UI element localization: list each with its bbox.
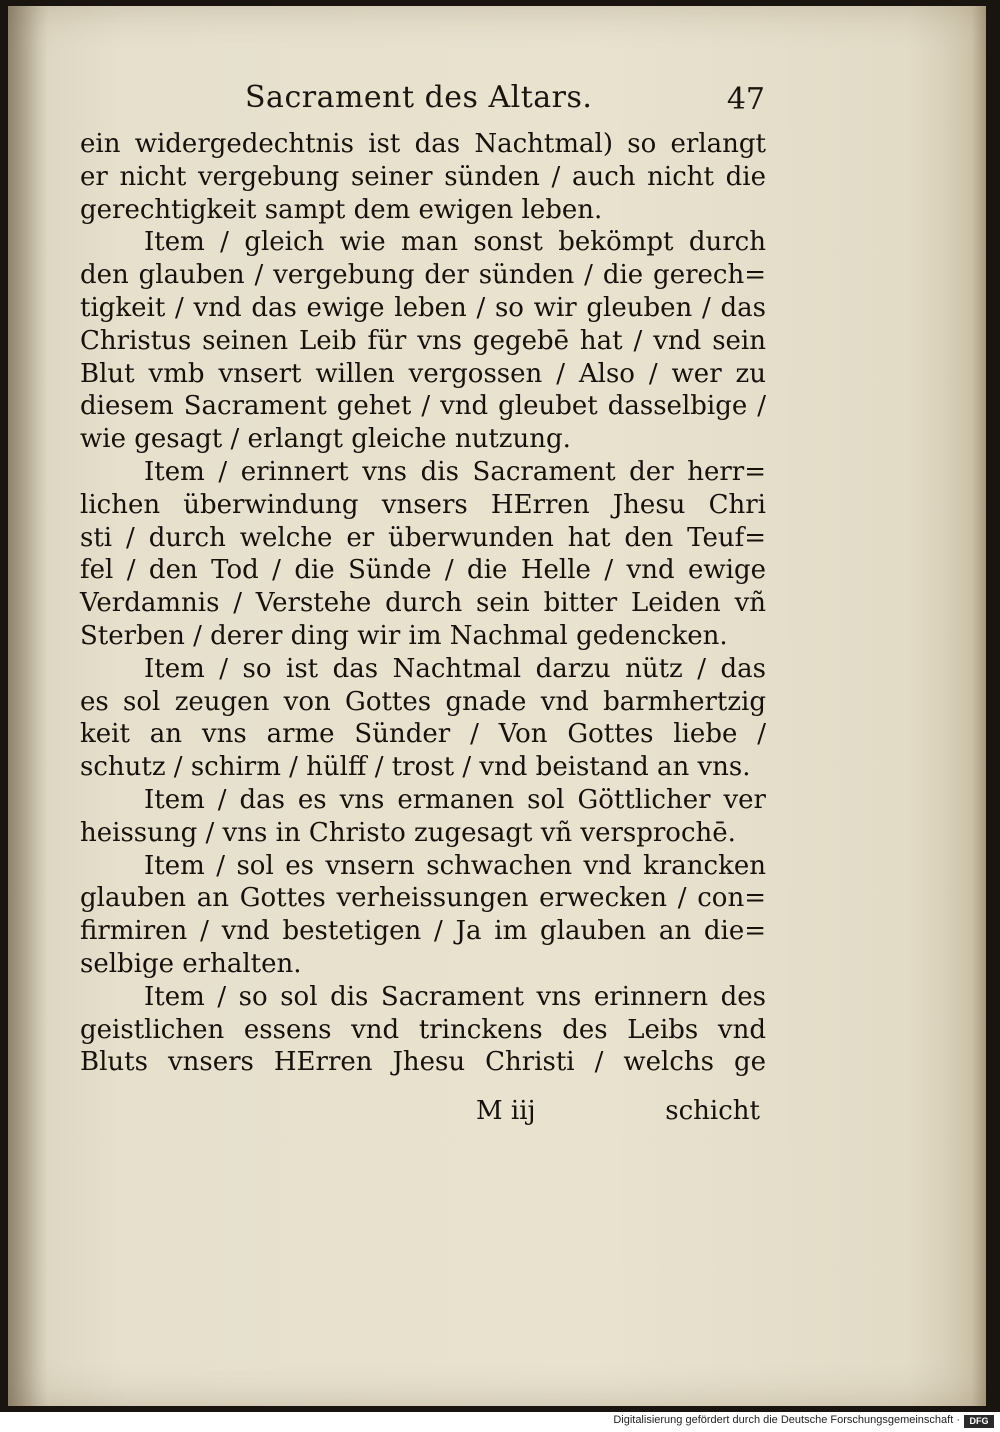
text-line: es sol zeugen von Gottes gnade vnd barmhertzig	[80, 686, 766, 717]
text-line: Item / gleich wie man sonst bekömpt durch	[144, 227, 766, 258]
text-line: lichen überwindung vnsers HErren Jhesu Chri	[80, 489, 766, 520]
text-line: sti / durch welche er überwunden hat den Teuf=	[80, 522, 766, 553]
text-line: diesem Sacrament gehet / vnd gleubet dasselbige /	[80, 391, 766, 422]
spine-shadow	[8, 6, 48, 1406]
text-line: gerechtigkeit sampt dem ewigen leben.	[80, 194, 603, 225]
body-text	[80, 128, 766, 1079]
text-line: Item / das es vns ermanen sol Göttlicher ver	[144, 784, 766, 815]
text-line: Item / erinnert vns dis Sacrament der herr=	[144, 456, 766, 487]
text-line: Blut vmb vnsert willen vergossen / Also / wer zu	[80, 358, 766, 389]
text-line: tigkeit / vnd das ewige leben / so wir gleuben / das	[80, 292, 766, 323]
text-line: firmiren / vnd bestetigen / Ja im glauben an die=	[80, 916, 766, 947]
text-line: er nicht vergebung seiner sünden / auch nicht die	[80, 161, 766, 192]
running-title: Sacrament des Altars.	[245, 80, 593, 115]
text-line: Bluts vnsers HErren Jhesu Christi / welchs ge	[80, 1047, 766, 1078]
text-line: selbige erhalten.	[80, 948, 302, 979]
text-line: keit an vns arme Sünder / Von Gottes liebe /	[80, 719, 766, 750]
text-line: Item / sol es vnsern schwachen vnd krancken	[144, 850, 766, 881]
text-line: glauben an Gottes verheissungen erwecken / con=	[80, 883, 766, 914]
text-line: heissung / vns in Christo zugesagt vñ versprochē.	[80, 817, 736, 848]
text-line: Item / so ist das Nachtmal darzu nütz / das	[144, 653, 766, 684]
page-number: 47	[726, 82, 765, 117]
text-line: ein widergedechtnis ist das Nachtmal) so erlangt	[80, 129, 766, 159]
text-line: Sterben / derer ding wir im Nachmal gedencken.	[80, 620, 728, 651]
catchword: schicht	[665, 1096, 760, 1126]
text-line: fel / den Tod / die Sünde / die Helle / vnd ewige	[80, 555, 766, 586]
page-footer	[80, 1096, 766, 1130]
text-line: Christus seinen Leib für vns gegebē hat / vnd sein	[80, 325, 766, 356]
text-line: Item / so sol dis Sacrament vns erinnern des	[144, 981, 766, 1012]
text-line: geistlichen essens vnd trinckens des Leibs vnd	[80, 1014, 766, 1045]
page-edge	[972, 6, 986, 1406]
text-line: den glauben / vergebung der sünden / die gerech=	[80, 260, 766, 291]
dfg-logo: DFG	[964, 1415, 994, 1428]
credit-bar	[0, 1412, 1000, 1432]
text-line: Verdamnis / Verstehe durch sein bitter Leiden vñ	[80, 588, 766, 619]
page-header	[245, 80, 765, 120]
text-line: wie gesagt / erlangt gleiche nutzung.	[80, 424, 571, 455]
signature-mark: M iij	[476, 1096, 536, 1126]
text-line: schutz / schirm / hülff / trost / vnd beistand an vns.	[80, 752, 751, 783]
funding-credit: Digitalisierung gefördert durch die Deutsche Forschungsgemeinschaft ·	[613, 1414, 960, 1426]
